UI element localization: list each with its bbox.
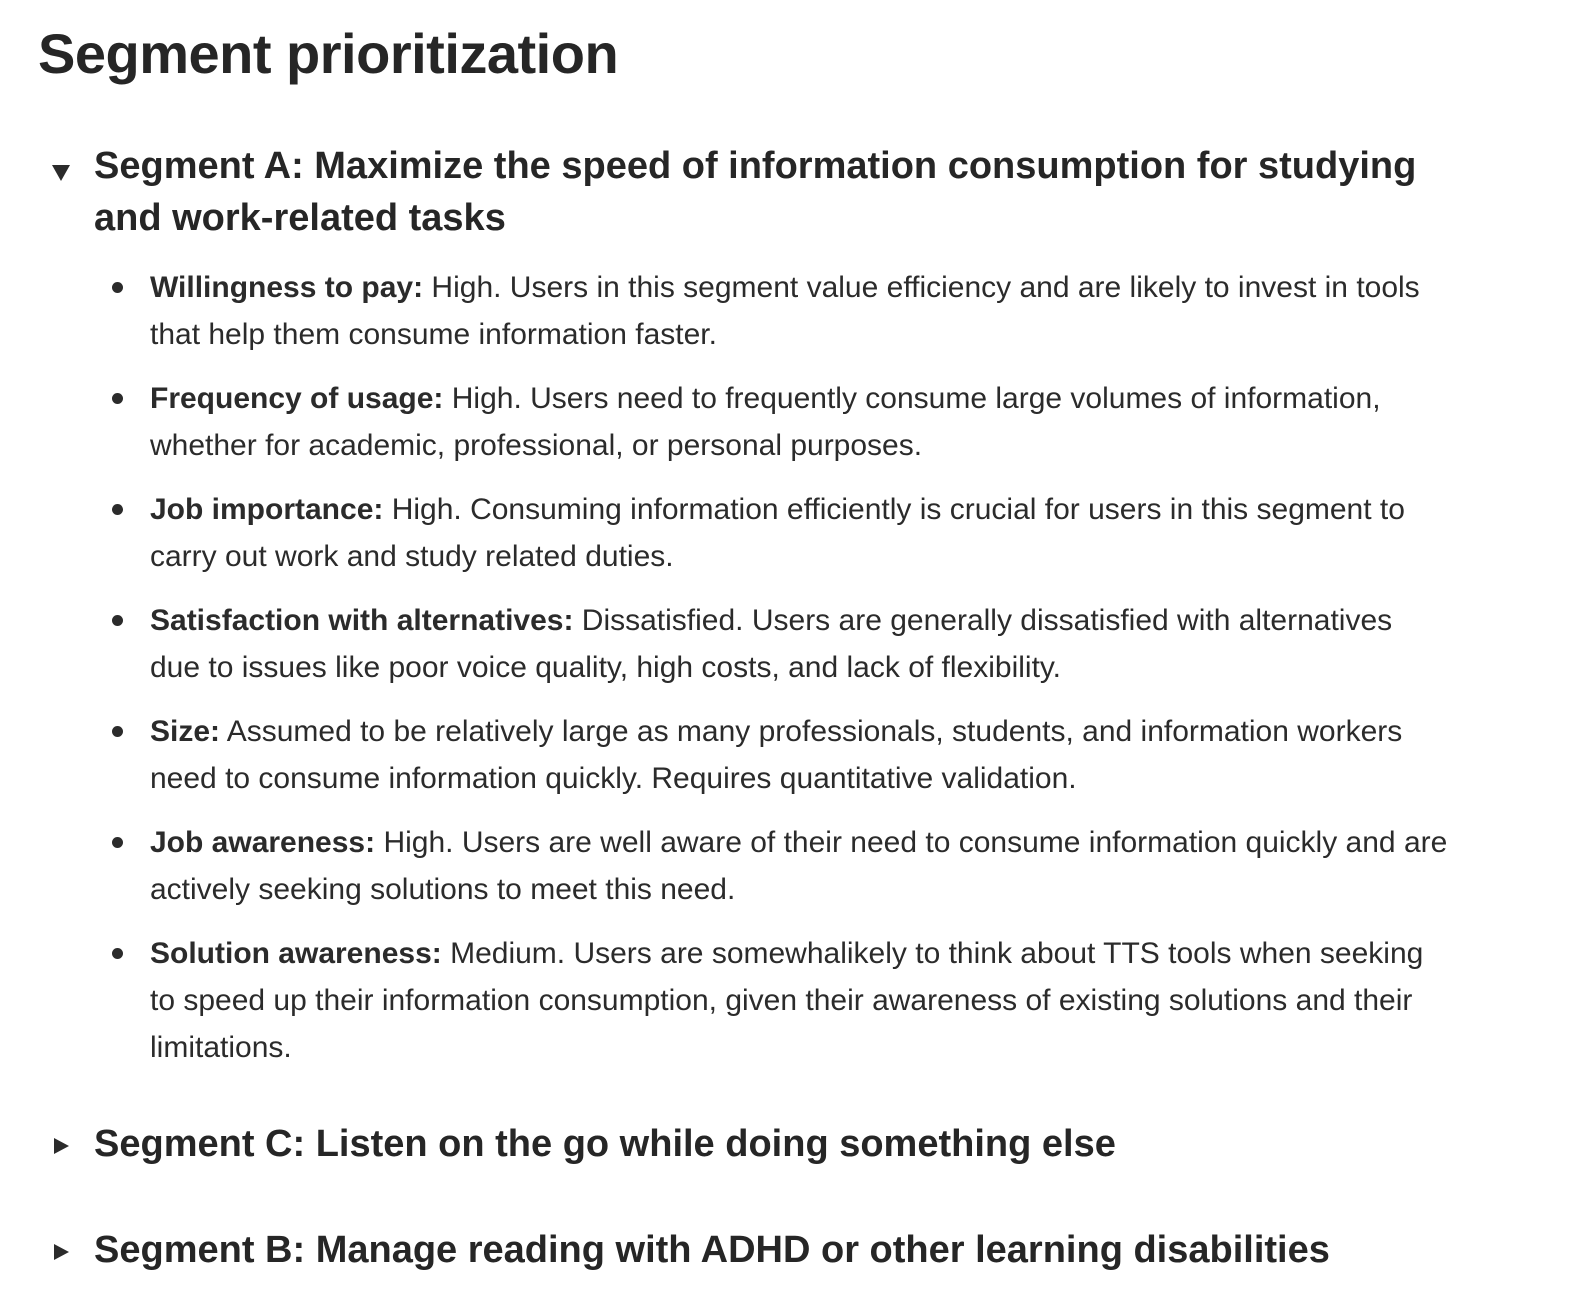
bullet-icon <box>112 504 123 515</box>
criterion-text: High. Users in this segment value efficiency and are likely to invest in tools that help them consume information faster. <box>150 271 1420 351</box>
segment-a-body <box>40 264 1540 1088</box>
criterion-text: High. Users need to frequently consume large volumes of information, whether for academic, professional, or personal purposes. <box>150 382 1381 462</box>
segment-b-heading[interactable]: Segment B: Manage reading with ADHD or other learning disabilities <box>94 1229 1330 1271</box>
criterion-text: Dissatisfied. Users are generally dissatisfied with alternatives due to issues like poor voice quality, high costs, and lack of flexibility. <box>150 604 1393 684</box>
criterion-label: Solution awareness: <box>150 937 442 970</box>
page-title: Segment prioritization <box>38 22 619 85</box>
bullet-icon <box>112 726 123 737</box>
list-item <box>40 486 1450 580</box>
criterion-label: Willingness to pay: <box>150 271 424 304</box>
criterion-label: Size: <box>150 715 221 748</box>
criterion-label: Job awareness: <box>150 826 376 859</box>
bullet-icon <box>112 393 123 404</box>
triangle-right-icon[interactable] <box>50 1135 72 1157</box>
segment-c-heading[interactable]: Segment C: Listen on the go while doing something else <box>94 1123 1116 1165</box>
bullet-icon <box>112 948 123 959</box>
triangle-right-icon[interactable] <box>50 1241 72 1263</box>
list-item <box>40 264 1450 358</box>
criterion-text: High. Users are well aware of their need to consume information quickly and are actively seeking solutions to meet this need. <box>150 826 1448 906</box>
segment-a-heading[interactable]: Segment A: Maximize the speed of information consumption for studying and work-related tasks <box>94 145 1417 239</box>
triangle-down-icon[interactable] <box>50 161 72 183</box>
list-item <box>40 819 1450 913</box>
criterion-label: Frequency of usage: <box>150 382 444 415</box>
criterion-text: Medium. Users are somewhalikely to think about TTS tools when seeking to speed up their information consumption, given their awareness of existing solutions and their limitations. <box>150 937 1424 1064</box>
bullet-icon <box>112 837 123 848</box>
list-item <box>40 375 1450 469</box>
list-item <box>40 597 1450 691</box>
list-item <box>40 708 1450 802</box>
list-item <box>40 930 1450 1071</box>
bullet-icon <box>112 615 123 626</box>
criterion-label: Satisfaction with alternatives: <box>150 604 574 637</box>
criterion-label: Job importance: <box>150 493 384 526</box>
bullet-icon <box>112 282 123 293</box>
criterion-text: Assumed to be relatively large as many professionals, students, and information workers need to consume information quickly. Requires quantitative validation. <box>150 715 1403 795</box>
criterion-text: High. Consuming information efficiently is crucial for users in this segment to carry out work and study related duties. <box>150 493 1405 573</box>
